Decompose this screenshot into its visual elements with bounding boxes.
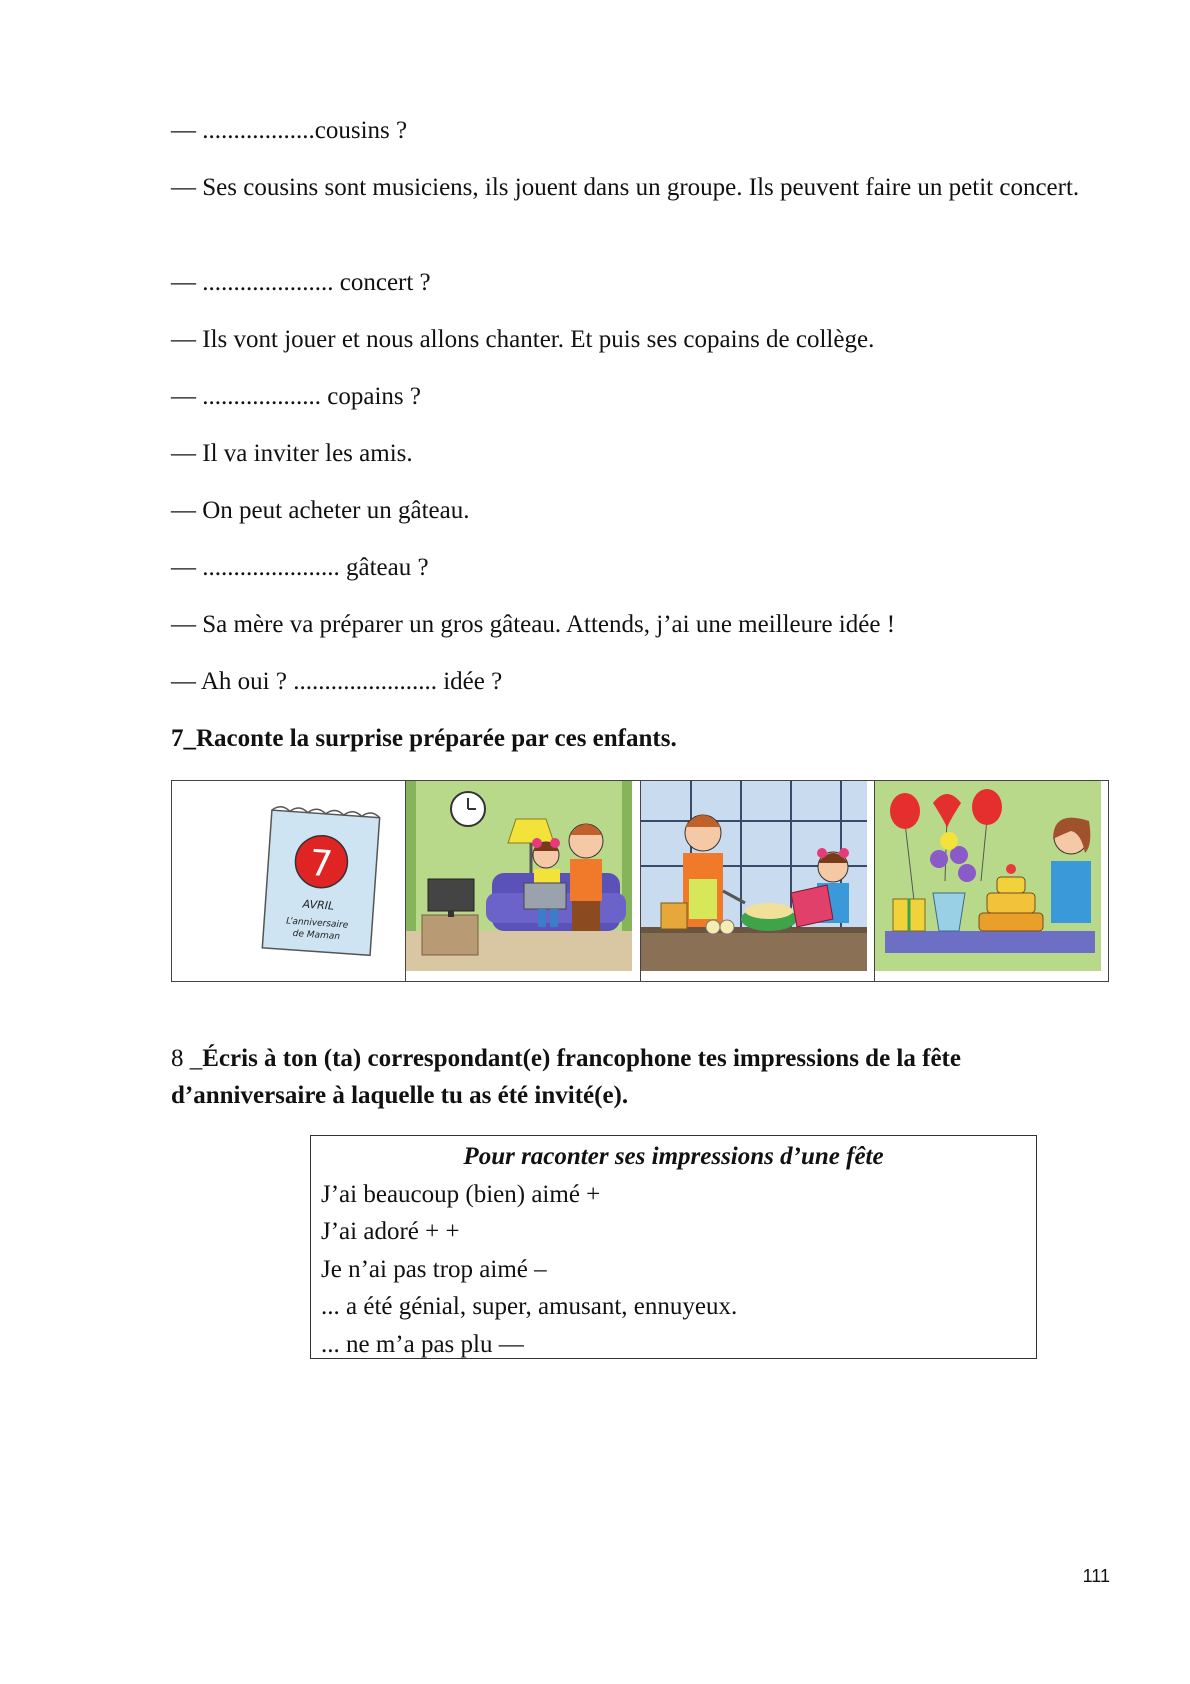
exercise-8-number: 8 _ — [171, 1045, 203, 1072]
page-number: 111 — [1082, 1566, 1110, 1586]
phrases-box — [310, 1135, 1037, 1359]
phrase-line: ... ne m’a pas plu — — [321, 1330, 524, 1358]
panel-living-room — [406, 781, 640, 981]
dialogue-line: — ...................... gâteau ? — [171, 554, 429, 581]
panel-kitchen — [641, 781, 875, 981]
dialogue-line: — ..................... concert ? — [171, 269, 431, 296]
living-room-illustration — [406, 781, 632, 971]
calendar-note-1: L’anniversaire — [285, 916, 349, 931]
illustration-strip — [171, 780, 1109, 982]
phrase-line: J’ai beaucoup (bien) aimé + — [321, 1180, 601, 1208]
calendar-illustration — [182, 781, 406, 971]
phrases-box-title: Pour raconter ses impressions d’une fête — [463, 1143, 884, 1170]
calendar-day: 7 — [308, 842, 335, 886]
dialogue-line: — Sa mère va préparer un gros gâteau. Attends, j’ai une meilleure idée ! — [171, 611, 896, 638]
dialogue-line: — Il va inviter les amis. — [171, 440, 413, 467]
phrase-line: Je n’ai pas trop aimé – — [321, 1255, 547, 1283]
dialogue-line: — ................... copains ? — [171, 383, 421, 410]
calendar-month: AVRIL — [302, 897, 335, 913]
panel-calendar — [172, 781, 406, 981]
dialogue-line: — Ses cousins sont musiciens, ils jouent dans un groupe. Ils peuvent faire un petit concert. — [171, 174, 1080, 201]
panel-party — [875, 781, 1108, 981]
dialogue-line: — Ils vont jouer et nous allons chanter. Et puis ses copains de collège. — [171, 326, 875, 353]
dialogue-line: — On peut acheter un gâteau. — [171, 497, 470, 524]
dialogue-line: — Ah oui ? ....................... idée ? — [171, 668, 503, 695]
exercise-7-heading: 7_Raconte la surprise préparée par ces enfants. — [171, 725, 677, 752]
phrase-line: J’ai adoré + + — [321, 1218, 460, 1245]
calendar-note-2: de Maman — [292, 928, 341, 943]
exercise-8-heading — [171, 1040, 1091, 1114]
dialogue-line: — ..................cousins ? — [171, 117, 408, 144]
phrase-line: ... a été génial, super, amusant, ennuyeux. — [321, 1293, 738, 1320]
exercise-8-title: Écris à ton (ta) correspondant(e) francophone tes impressions de la fête d’anniversaire à laquelle tu as été invité(e). — [171, 1045, 961, 1109]
kitchen-illustration — [641, 781, 867, 971]
party-illustration — [875, 781, 1101, 971]
